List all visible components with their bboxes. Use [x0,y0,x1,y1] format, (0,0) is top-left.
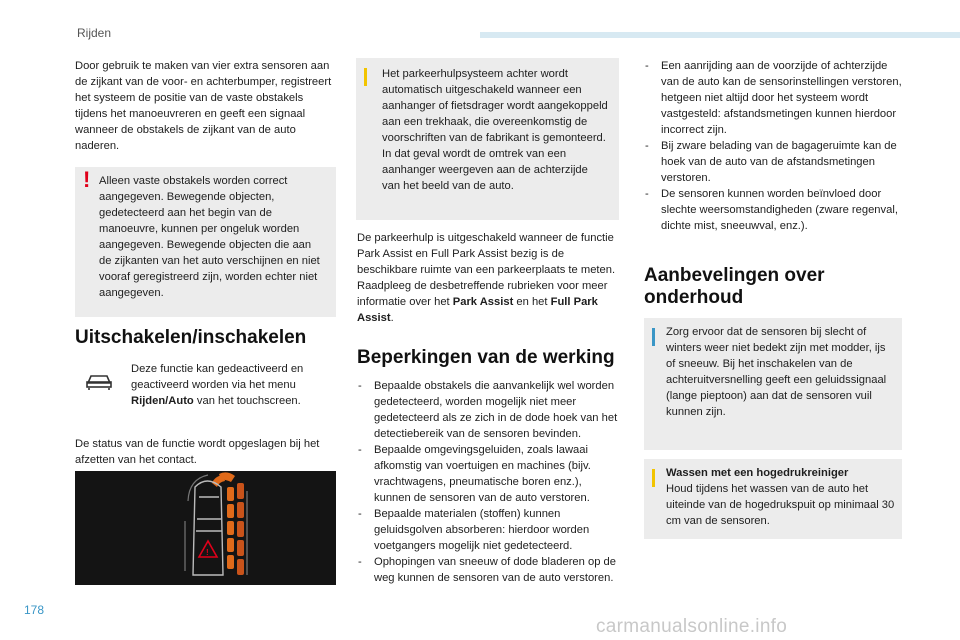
heading-uitschakelen: Uitschakelen/inschakelen [75,327,307,348]
warning-box [75,167,336,317]
park-assist-label: Park Assist [452,296,514,308]
list-item: - De sensoren kunnen worden beïnvloed door slechte weersomstandigheden (zware regenval, dichte mist, sneeuwval, enz.). [644,186,906,234]
column-1 [75,58,337,154]
car-icon [85,370,113,390]
deactivate-text-2: van het touchscreen. [196,395,301,407]
heading-aanbevelingen [644,265,825,309]
info-marker-icon [364,68,367,86]
status-paragraph: De status van de functie wordt opgeslagen bij het afzetten van het contact. [75,438,320,466]
heading-aanbevelingen-line-2: onderhoud [644,287,744,308]
header-accent-bar [480,32,960,38]
info-towbar-text-2: In dat geval wordt de omtrek van een aanhanger weergeven aan de achterzijde van het beeld van de auto. [382,148,588,192]
info-towbar-text-1: Het parkeerhulpsysteem achter wordt automatisch uitgeschakeld wanneer een aanhanger of fietsdrager wordt aangekoppeld aan een trekhaak, die overeenkomstig de voorschriften van de fabrikant is gemonteerd. [382,68,608,144]
heading-aanbevelingen-line-1: Aanbevelingen over [644,265,825,286]
svg-text:!: ! [206,548,209,557]
list-item: - Bepaalde materialen (stoffen) kunnen geluidsgolven absorberen: hierdoor worden voetgangers mogelijk niet gedetecteerd. [357,506,619,554]
list-item: - Een aanrijding aan de voorzijde of achterzijde van de auto kan de sensorinstellingen verstoren, hetgeen niet altijd door het systeem wordt vastgesteld: afstandsmetingen kunnen hierdoor incorrect zijn. [644,58,906,138]
full-park-assist-label: Full Park Assist [357,296,598,324]
intro-paragraph: Door gebruik te maken van vier extra sensoren aan de zijkant van de voor- en achterbumper, registreert het systeem de positie van de vaste obstakels tijdens het manoeuvreren en geeft een signaal wanneer de obstakels de zijkant van de auto naderen. [75,60,332,152]
parkeer-text-2: Raadpleeg de desbetreffende rubrieken voor meer informatie over het [357,280,608,308]
deactivate-text-1: Deze functie kan gedeactiveerd en geactiveerd worden via het menu [131,363,304,391]
list-item: - Bepaalde omgevingsgeluiden, zoals lawaai afkomstig van voertuigen en machines (bijv. vrachtwagens, pneumatische boren enz.), kunnen de sensoren van de auto verstoren. [357,442,619,506]
menu-path: Rijden/Auto [131,395,194,407]
limits-list-1 [357,378,619,586]
parkeer-paragraph-1: De parkeerhulp is uitgeschakeld wanneer de functie Park Assist en Full Park Assist bezig is de beschikbare ruimte van een parkeerplaats te meten. [357,232,616,276]
pressure-washer-title-text: Wassen met een hogedrukreiniger [666,467,849,479]
deactivate-paragraph [131,361,336,409]
pressure-washer-text: Houd tijdens het wassen van de auto het uiteinde van de hogedrukspuit op minimaal 30 cm van de sensoren. [666,483,895,527]
info-marker-icon [652,469,655,487]
list-item: - Bij zware belading van de bagageruimte kan de hoek van de auto van de afstandsmetingen verstoren. [644,138,906,186]
parking-sensor-illustration [75,471,336,585]
warning-text: Alleen vaste obstakels worden correct aangegeven. Bewegende objecten, gedetecteerd aan het begin van de manoeuvre, kunnen per ongeluk worden aangegeven. Bewegende objecten die aan de zijkanten van het auto verschijnen en niet vooraf geregistreerd zijn, worden echter niet aangegeven. [99,175,320,299]
page-number: 178 [24,603,45,617]
info-marker-icon [652,328,655,346]
en-het-text: en het [516,296,548,308]
info-box-sensors-clean [644,318,902,450]
header-section-label: Rijden [77,26,112,40]
info-clean-text: Zorg ervoor dat de sensoren bij slecht of winters weer niet bedekt zijn met modder, ijs of sneeuw. Bij het inschakelen van de achteruitversnelling geeft een geluidssignaal (lange pieptoon) aan dat de sensoren vuil kunnen zijn. [666,326,887,418]
watermark: carmanualsonline.info [596,616,788,637]
info-box-towbar [356,58,619,220]
sensor-graphic [75,471,336,585]
info-box-pressure-washer [644,459,902,539]
list-item: - Ophopingen van sneeuw of dode bladeren op de weg kunnen de sensoren van de auto verstoren. [357,554,619,586]
column-2-parkeer [357,230,619,326]
heading-beperkingen: Beperkingen van de werking [357,347,615,368]
exclamation-icon: ! [83,167,91,192]
list-item: - Bepaalde obstakels die aanvankelijk wel worden gedetecteerd, worden mogelijk niet meer gedetecteerd als ze zich in de dode hoek van het detectiebereik van de sensoren bevinden. [357,378,619,442]
pressure-washer-title [666,465,896,481]
parkeer-paragraph-2: Raadpleeg de desbetreffende rubrieken voor meer informatie over het Park Assist en het Full Park Assist. [357,280,608,324]
limits-list-2 [644,58,906,234]
